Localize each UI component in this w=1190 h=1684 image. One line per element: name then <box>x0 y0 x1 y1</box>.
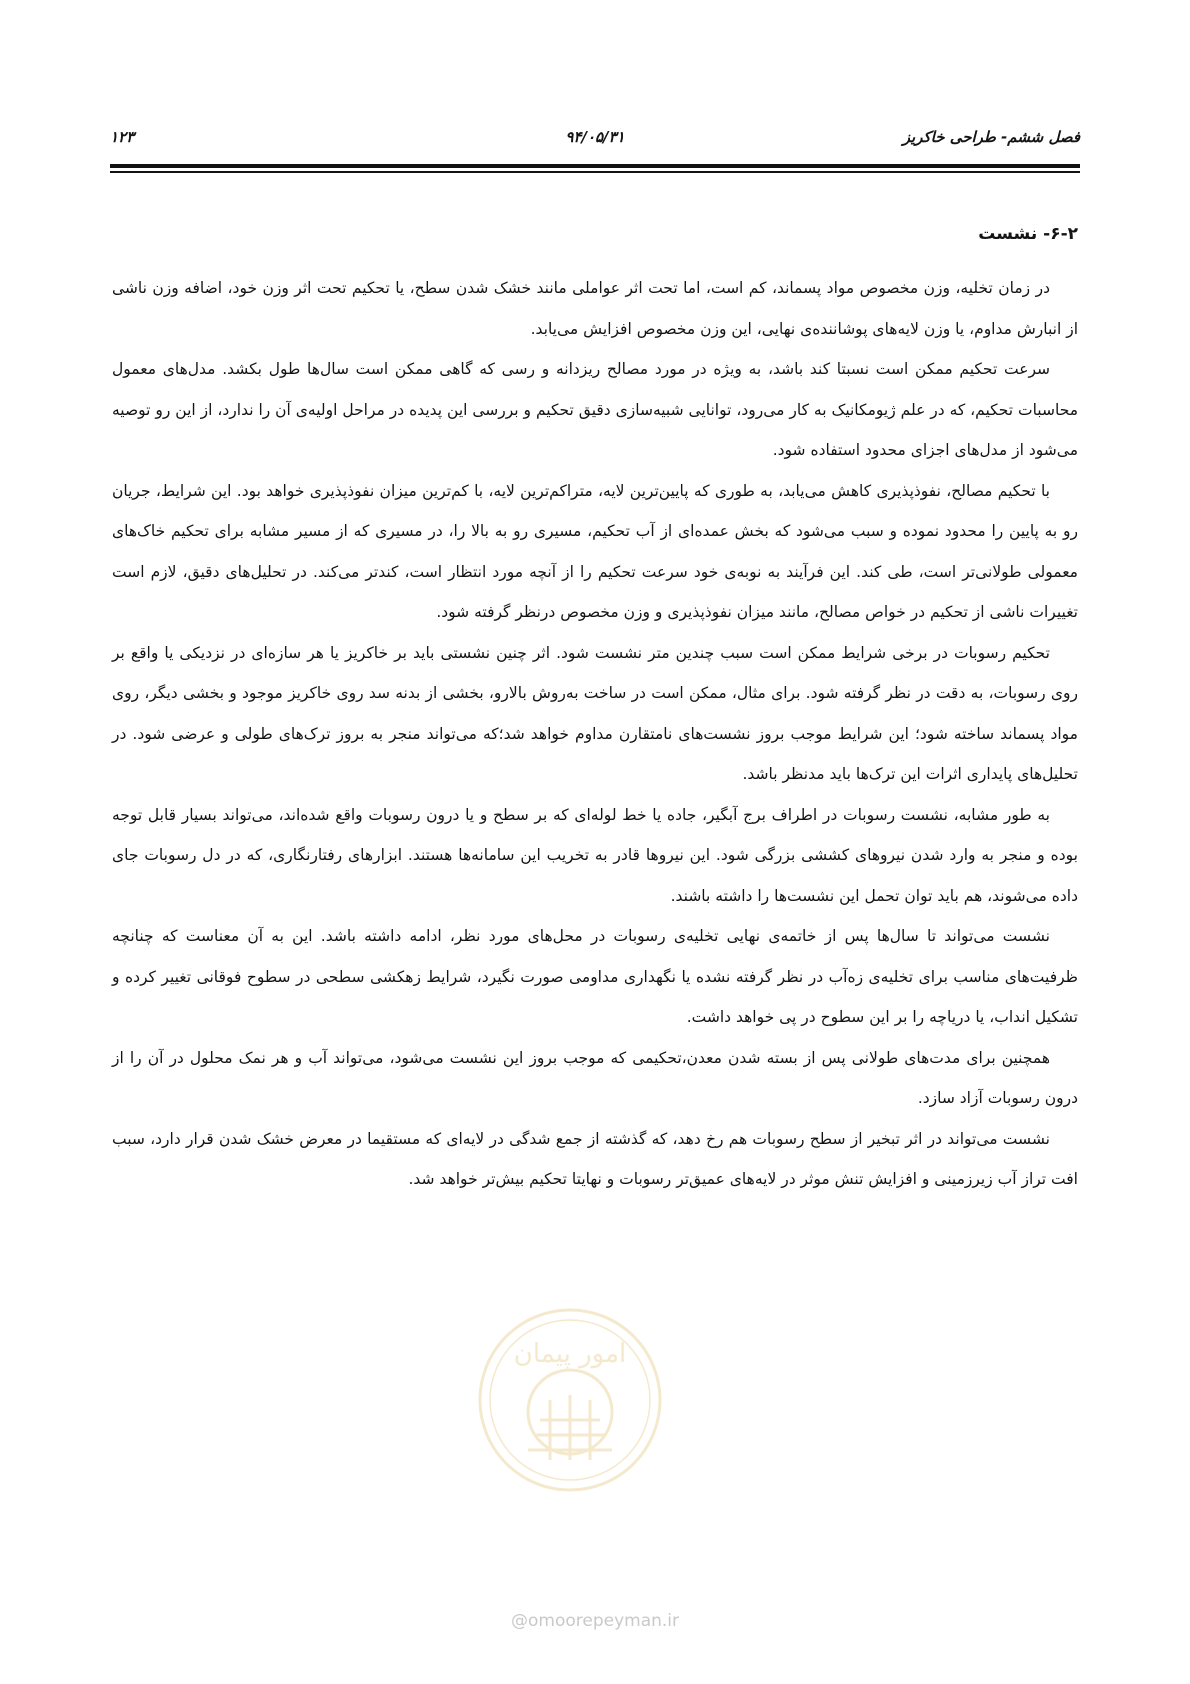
paragraph: با تحکیم مصالح، نفوذپذیری کاهش می‌یابد، به طوری که پایین‌ترین لایه، متراکم‌ترین لایه، با کم‌ترین میزان نفوذپذیری خواهد بود. این شرایط، جریان رو به پایین را محدود نموده و سبب می‌شود که بخش عمده‌ای از آب تحکیم، مسیری رو به بالا را، در مسیری که از مسیر مشابه برای تحکیم خاک‌های معمولی طولانی‌تر است، طی کند. این فرآیند به نوبه‌ی خود سرعت تحکیم را از آنچه مورد انتظار است، کندتر می‌کند. در تحلیل‌های دقیق، لازم است تغییرات ناشی از تحکیم در خواص مصالح، مانند میزان نفوذپذیری و وزن مخصوص درنظر گرفته شود. <box>112 481 1078 621</box>
paragraph: در زمان تخلیه، وزن مخصوص مواد پسماند، کم است، اما تحت اثر عواملی مانند خشک شدن سطح، یا تحکیم تحت اثر وزن خود، اضافه وزن ناشی از انبارش مداوم، یا وزن لایه‌های پوشاننده‌ی نهایی، این وزن مخصوص افزایش می‌یابد. <box>112 279 1078 338</box>
chapter-title: فصل ششم- طراحی خاکریز <box>902 128 1080 146</box>
section-title: ۶-۲- نشست <box>978 224 1078 244</box>
header-date: ۹۴/۰۵/۳۱ <box>565 128 625 146</box>
watermark-logo-text: امور پیمان <box>513 1339 627 1369</box>
header-rule-thin <box>110 171 1080 173</box>
watermark-seal-icon <box>470 1300 670 1500</box>
paragraph: همچنین برای مدت‌های طولانی پس از بسته شدن معدن،تحکیمی که موجب بروز این نشست می‌شود، می‌تواند آب و هر نمک محلول در آن را از درون رسوبات آزاد سازد. <box>112 1048 1078 1107</box>
watermark-url: @omoorepeyman.ir <box>510 1611 680 1631</box>
header-rule-thick <box>110 164 1080 168</box>
paragraph: سرعت تحکیم ممکن است نسبتا کند باشد، به ویژه در مورد مصالح ریزدانه و رسی که گاهی ممکن است سال‌ها طول بکشد. مدل‌های معمول محاسبات تحکیم، که در علم ژیومکانیک به کار می‌رود، توانایی شبیه‌سازی دقیق تحکیم و بررسی این پدیده در مراحل اولیه‌ی آن را ندارد، از این رو توصیه می‌شود از مدل‌های اجزای محدود استفاده شود. <box>112 360 1078 459</box>
main-content <box>112 222 1078 1200</box>
paragraph: نشست می‌تواند در اثر تبخیر از سطح رسوبات هم رخ دهد، که گذشته از جمع شدگی در لایه‌ای که مستقیما در معرض خشک شدن قرار دارد، سبب افت تراز آب زیرزمینی و افزایش تنش موثر در لایه‌های عمیق‌تر رسوبات و نهایتا تحکیم بیش‌تر خواهد شد. <box>112 1129 1078 1188</box>
paragraph: تحکیم رسوبات در برخی شرایط ممکن است سبب چندین متر نشست شود. اثر چنین نشستی باید بر خاکریز یا هر سازه‌ای در نزدیکی یا واقع بر روی رسوبات، به دقت در نظر گرفته شود. برای مثال، ممکن است در ساخت به‌روش بالارو، بخشی از بدنه سد روی خاکریز موجود و بخشی دیگر، روی مواد پسماند ساخته شود؛ این شرایط موجب بروز نشست‌های نامتقارن مداوم خواهد شد؛که می‌تواند منجر به بروز ترک‌های طولی و عرضی شود. در تحلیل‌های پایداری اثرات این ترک‌ها باید مدنظر باشد. <box>112 643 1078 783</box>
paragraph: به طور مشابه، نشست رسوبات در اطراف برج آبگیر، جاده یا خط لوله‌ای که بر سطح و یا درون رسوبات واقع شده‌اند، می‌تواند بسیار قابل توجه بوده و منجر به وارد شدن نیروهای کششی بزرگی شود. این نیروها قادر به تخریب این سامانه‌ها هستند. ابزارهای رفتارنگاری، که در دل رسوبات جای داده می‌شوند، هم باید توان تحمل این نشست‌ها را داشته باشند. <box>112 805 1078 905</box>
page-header <box>110 128 1080 152</box>
page-number: ۱۲۳ <box>110 128 135 146</box>
paragraph: نشست می‌تواند تا سال‌ها پس از خاتمه‌ی نهایی تخلیه‌ی رسوبات در محل‌های مورد نظر، ادامه داشته باشد. این به آن معناست که چنانچه ظرفیت‌های مناسب برای تخلیه‌ی زه‌آب در نظر گرفته نشده یا نگهداری مداومی صورت نگیرد، شرایط زهکشی سطحی در سطوح فوقانی تغییر کرده و تشکیل انداب، یا دریاچه را بر این سطوح در پی خواهد داشت. <box>112 927 1078 1026</box>
